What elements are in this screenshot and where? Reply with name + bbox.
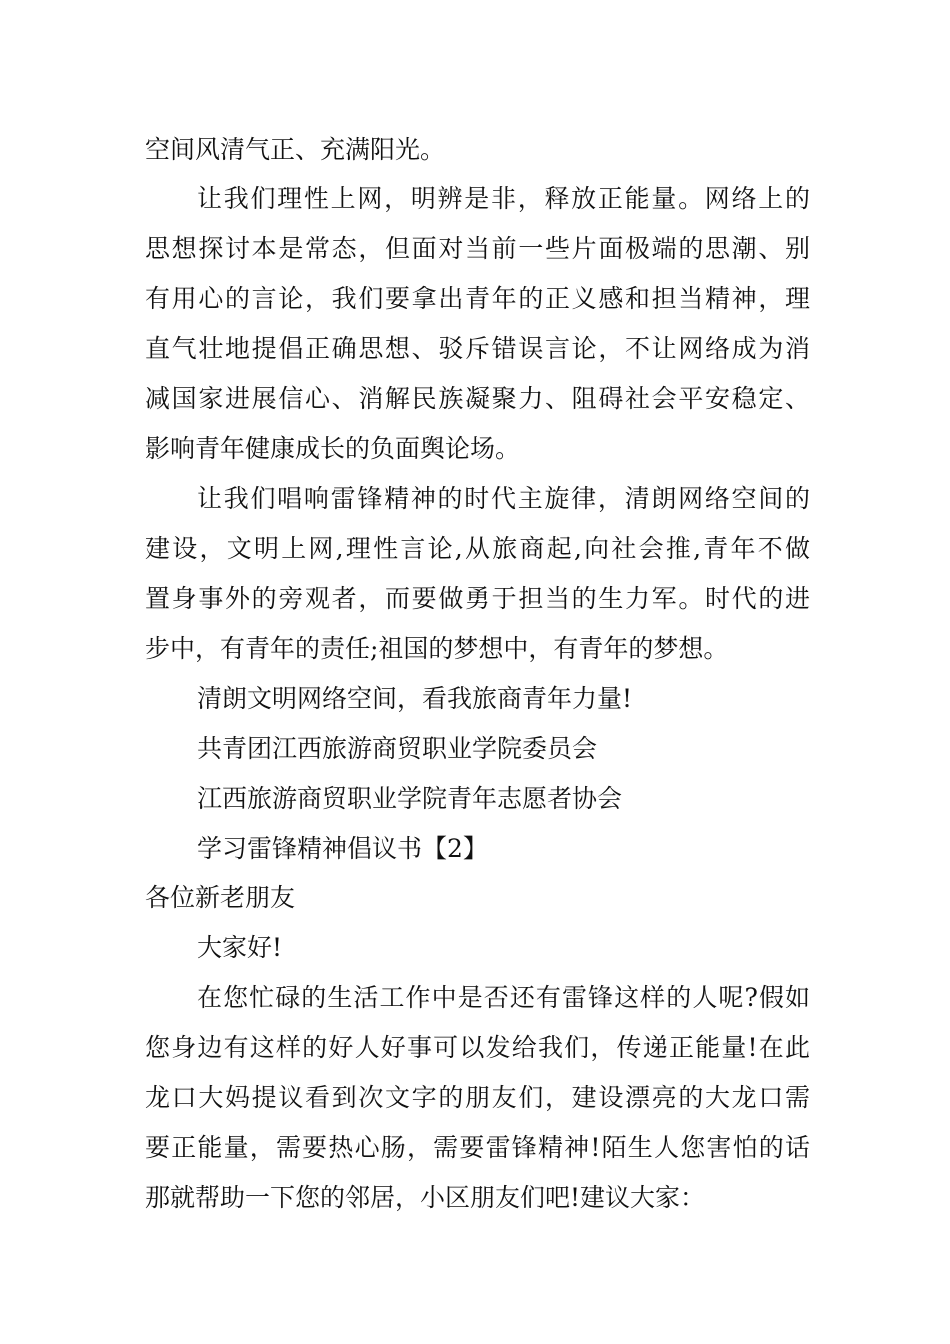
paragraph-line: 要正能量，需要热心肠，需要雷锋精神!陌生人您害怕的话 bbox=[145, 1133, 810, 1162]
paragraph-line: 直气壮地提倡正确思想、驳斥错误言论，不让网络成为消 bbox=[145, 334, 810, 363]
paragraph-line: 建设，文明上网,理性言论,从旅商起,向社会推,青年不做 bbox=[145, 534, 810, 563]
paragraph-line: 步中，有青年的责任;祖国的梦想中，有青年的梦想。 bbox=[145, 634, 729, 663]
section-title: 学习雷锋精神倡议书【2】 bbox=[197, 834, 488, 863]
signature-org-1: 共青团江西旅游商贸职业学院委员会 bbox=[197, 734, 598, 763]
salutation: 各位新老朋友 bbox=[145, 883, 296, 912]
paragraph-line: 您身边有这样的好人好事可以发给我们，传递正能量!在此 bbox=[145, 1033, 810, 1062]
paragraph-line: 龙口大妈提议看到次文字的朋友们，建设漂亮的大龙口需 bbox=[145, 1083, 810, 1112]
paragraph-line: 思想探讨本是常态，但面对当前一些片面极端的思潮、别 bbox=[145, 234, 810, 263]
paragraph-line: 让我们理性上网，明辨是非，释放正能量。网络上的 bbox=[197, 184, 810, 213]
paragraph-line: 影响青年健康成长的负面舆论场。 bbox=[145, 434, 521, 463]
slogan-line: 清朗文明网络空间，看我旅商青年力量! bbox=[197, 684, 633, 713]
greeting: 大家好! bbox=[197, 933, 283, 962]
paragraph-line: 空间风清气正、充满阳光。 bbox=[145, 135, 446, 164]
paragraph-line: 减国家进展信心、消解民族凝聚力、阻碍社会平安稳定、 bbox=[145, 384, 810, 413]
paragraph-line: 在您忙碌的生活工作中是否还有雷锋这样的人呢?假如 bbox=[197, 983, 810, 1012]
paragraph-line: 那就帮助一下您的邻居，小区朋友们吧!建议大家： bbox=[145, 1183, 706, 1212]
paragraph-line: 有用心的言论，我们要拿出青年的正义感和担当精神，理 bbox=[145, 284, 810, 313]
paragraph-line: 让我们唱响雷锋精神的时代主旋律，清朗网络空间的 bbox=[197, 484, 810, 513]
signature-org-2: 江西旅游商贸职业学院青年志愿者协会 bbox=[197, 784, 623, 813]
paragraph-line: 置身事外的旁观者，而要做勇于担当的生力军。时代的进 bbox=[145, 584, 810, 613]
